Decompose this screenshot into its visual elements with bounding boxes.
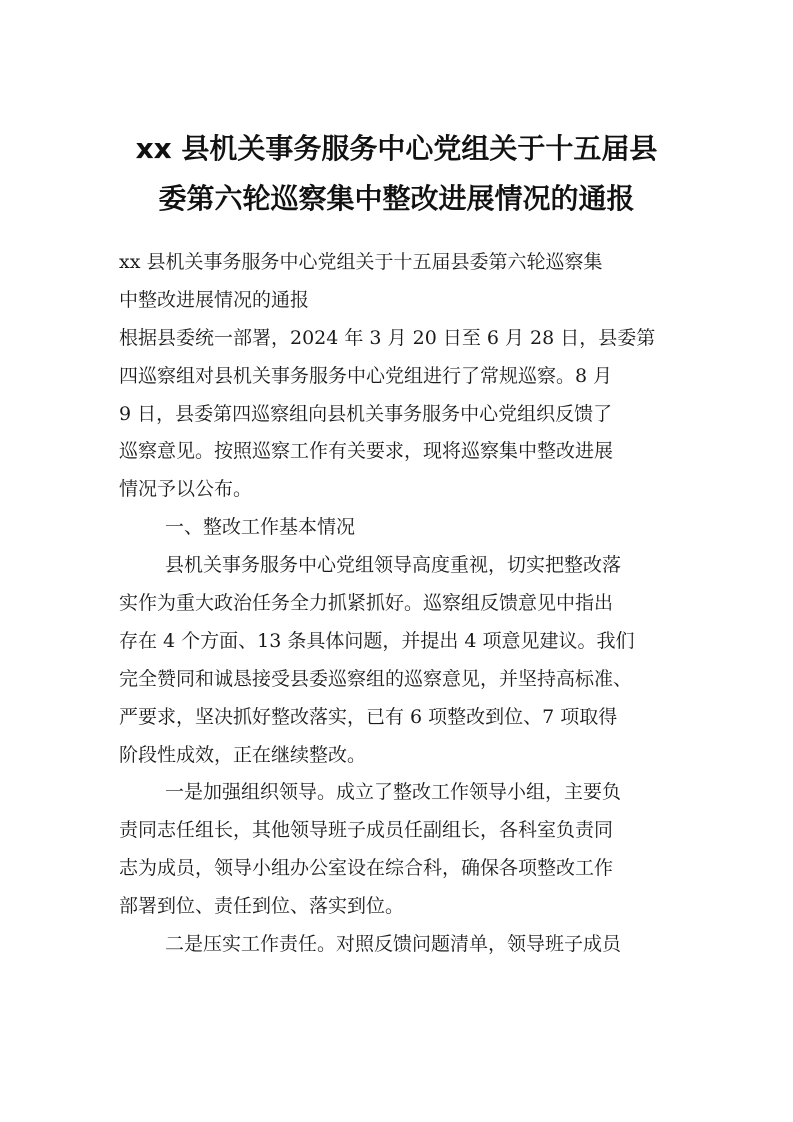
- body-text-line: 部署到位、责任到位、落实到位。: [119, 895, 405, 918]
- body-text-line: 县机关事务服务中心党组领导高度重视，切实把整改落: [165, 554, 622, 577]
- body-text-line: 完全赞同和诚恳接受县委巡察组的巡察意见，并坚持高标准、: [119, 667, 633, 690]
- body-text-line: 一是加强组织领导。成立了整改工作领导小组，主要负: [165, 781, 622, 804]
- body-text-line: 责同志任组长，其他领导班子成员任副组长，各科室负责同: [119, 819, 614, 842]
- body-text-line: 存在 4 个方面、13 条具体问题，并提出 4 项意见建议。我们: [119, 629, 635, 652]
- document-body: [119, 244, 679, 964]
- body-text-line: 严要求，坚决抓好整改落实，已有 6 项整改到位、7 项取得: [119, 705, 618, 728]
- body-text-line: 阶段性成效，正在继续整改。: [119, 743, 367, 766]
- body-text-line: xx 县机关事务服务中心党组关于十五届县委第六轮巡察集: [119, 251, 603, 273]
- body-text-line: 实作为重大政治任务全力抓紧抓好。巡察组反馈意见中指出: [119, 592, 614, 615]
- body-text-line: 二是压实工作责任。对照反馈问题清单，领导班子成员: [165, 933, 622, 956]
- body-text-line: 根据县委统一部署，2024 年 3 月 20 日至 6 月 28 日，县委第: [119, 326, 656, 349]
- body-text-line: 巡察意见。按照巡察工作有关要求，现将巡察集中整改进展: [119, 440, 614, 463]
- body-text-line: 中整改进展情况的通报: [119, 288, 310, 311]
- body-text-line: 情况予以公布。: [119, 478, 253, 501]
- document-title: [60, 124, 733, 224]
- body-text-line: 四巡察组对县机关事务服务中心党组进行了常规巡察。8 月: [119, 364, 613, 387]
- title-line-2: 委第六轮巡察集中整改进展情况的通报: [158, 182, 635, 215]
- body-text-line: 一、整改工作基本情况: [165, 516, 356, 539]
- body-text-line: 9 日，县委第四巡察组向县机关事务服务中心党组织反馈了: [119, 402, 613, 425]
- body-text-line: 志为成员，领导小组办公室设在综合科，确保各项整改工作: [119, 857, 614, 880]
- title-line-1: xx 县机关事务服务中心党组关于十五届县: [135, 132, 658, 165]
